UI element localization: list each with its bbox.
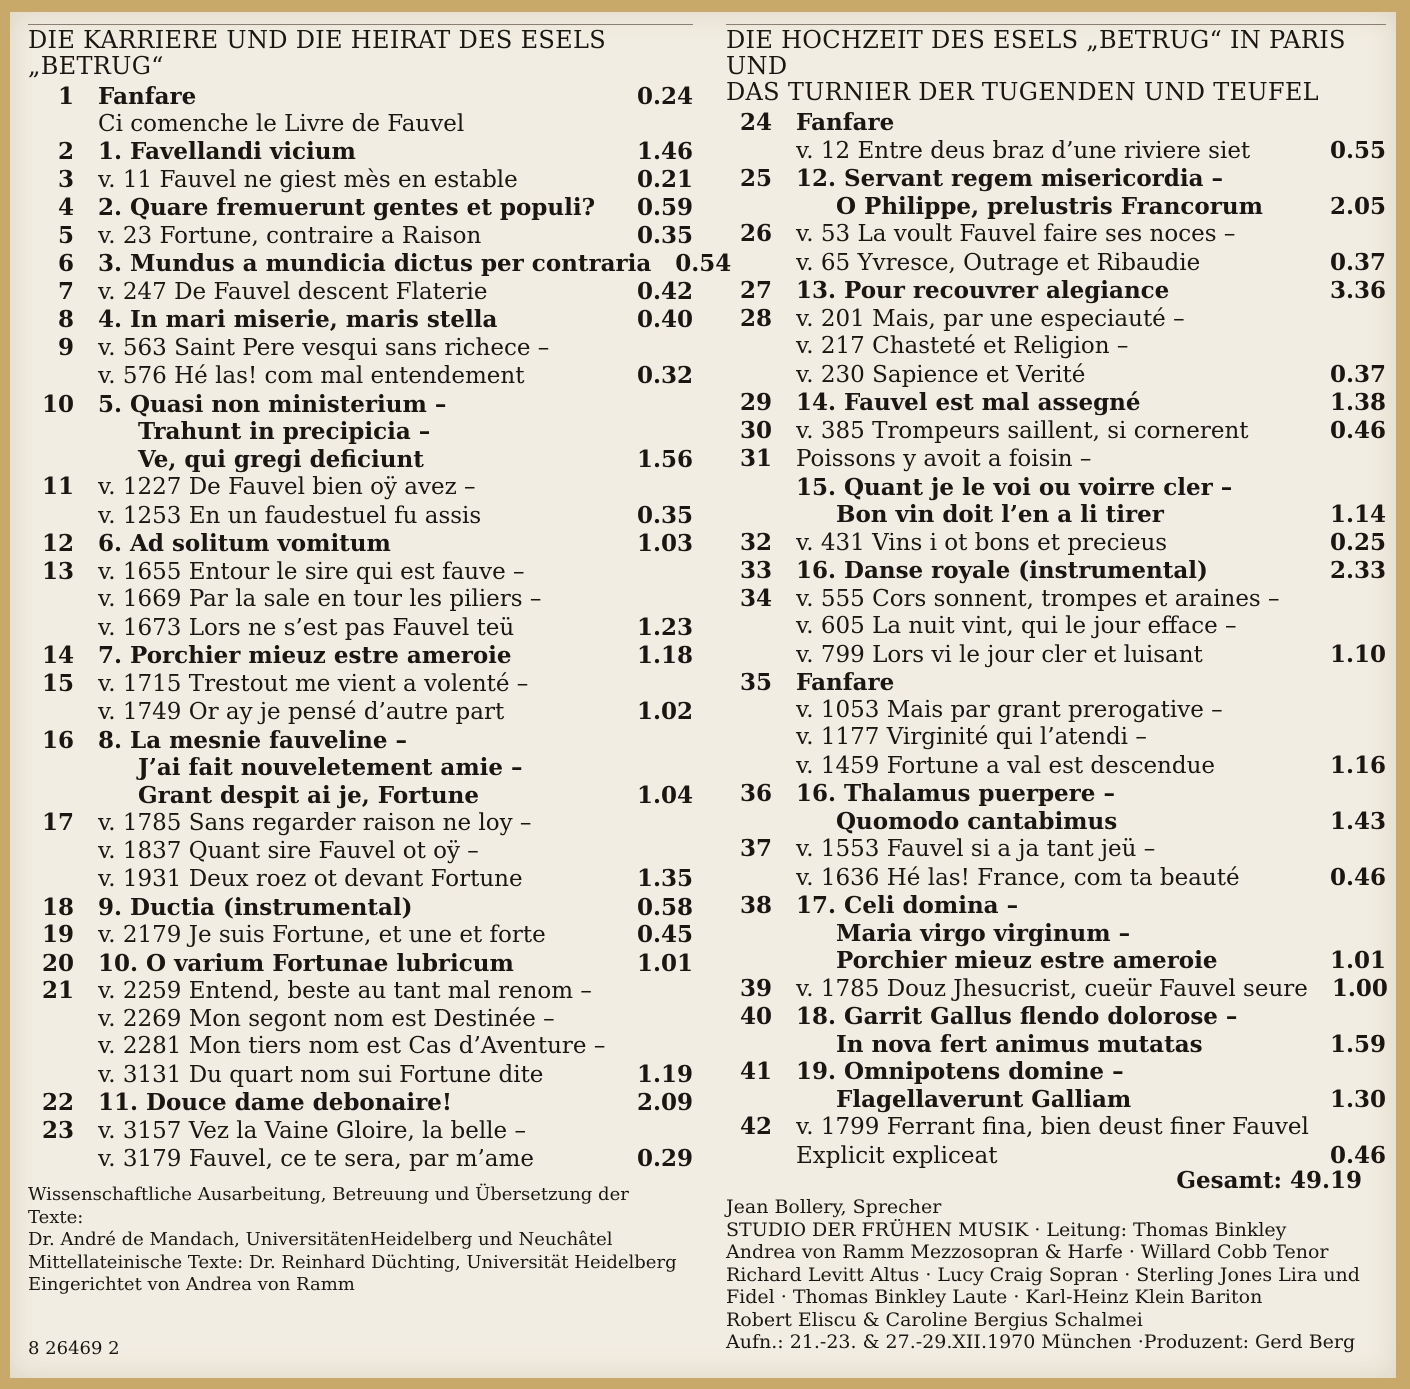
track-number: 27 — [739, 277, 772, 304]
track-title: Quomodo cantabimus — [836, 807, 1118, 835]
track-title: J’ai fait nouveletement amie – — [138, 754, 523, 781]
track-row — [28, 502, 693, 531]
track-number: 10 — [41, 390, 74, 418]
track-title: v. 1655 Entour le sire qui est fauve – — [98, 558, 525, 585]
track-number: 7 — [57, 277, 74, 305]
track-number: 1 — [57, 83, 74, 110]
track-number: 17 — [41, 809, 74, 836]
track-title: Trahunt in precipicia – — [138, 418, 431, 445]
track-number: 9 — [57, 333, 74, 361]
track-title: 3. Mundus a mundicia dictus per contraria — [98, 250, 652, 277]
track-number: 31 — [739, 445, 772, 472]
track-number: 30 — [739, 416, 772, 444]
track-duration: 2.33 — [1329, 557, 1386, 584]
performer-line: Jean Bollery, Sprecher — [726, 1196, 942, 1218]
track-number: 19 — [41, 921, 74, 948]
track-row — [28, 334, 693, 363]
track-title: v. 1673 Lors ne s’est pas Fauvel teü — [98, 614, 515, 641]
right-column — [726, 24, 1386, 1170]
track-row — [726, 1058, 1386, 1086]
track-duration: 0.46 — [1329, 416, 1386, 444]
track-title: v. 201 Mais, par une especiauté – — [796, 305, 1185, 332]
track-title: v. 53 La voult Fauvel faire ses noces – — [796, 221, 1236, 247]
track-duration: 1.10 — [1329, 640, 1386, 668]
track-title: In nova fert animus mutatas — [836, 1030, 1203, 1058]
track-title: v. 247 De Fauvel descent Flaterie — [98, 278, 488, 305]
track-title: v. 11 Fauvel ne giest mès en estable — [98, 166, 518, 193]
track-title: v. 555 Cors sonnent, trompes et araines – — [796, 585, 1280, 612]
track-title: 15. Quant je le voi ou voirre cler – — [796, 473, 1233, 501]
track-row — [28, 1033, 693, 1061]
track-title: v. 1749 Or ay je pensé d’autre part — [98, 699, 505, 725]
track-title: v. 23 Fortune, contraire a Raison — [98, 222, 482, 249]
track-number: 5 — [57, 221, 74, 249]
track-row — [28, 418, 693, 446]
track-row — [726, 417, 1386, 446]
track-duration: 1.04 — [636, 781, 693, 809]
track-title: 9. Ductia (instrumental) — [98, 893, 413, 921]
track-number: 2 — [57, 138, 74, 165]
track-row — [28, 586, 693, 614]
left-heading — [28, 24, 693, 79]
credit-line: Mittellateinische Texte: Dr. Reinhard Düchting, Universität Heidelberg — [28, 1251, 677, 1273]
track-number: 3 — [57, 165, 74, 193]
track-row — [28, 1089, 693, 1117]
track-title: v. 3157 Vez la Vaine Gloire, la belle – — [98, 1117, 526, 1144]
track-title: v. 576 Hé las! com mal entendement — [98, 363, 525, 389]
left-column — [28, 24, 732, 1174]
track-duration: 1.23 — [636, 613, 693, 641]
track-title: 10. O varium Fortunae lubricum — [98, 949, 514, 977]
right-heading-line-1: DIE HOCHZEIT DES ESELS „BETRUG“ IN PARIS UND — [726, 26, 1346, 80]
track-row — [28, 222, 693, 251]
track-duration: 0.55 — [1329, 136, 1386, 164]
track-duration: 2.09 — [636, 1089, 693, 1116]
booklet-page — [10, 12, 1396, 1378]
track-duration: 1.56 — [636, 445, 693, 473]
track-row — [726, 361, 1386, 390]
track-row — [28, 809, 693, 838]
track-row — [28, 950, 693, 978]
track-number: 15 — [41, 669, 74, 697]
track-title: v. 1553 Fauvel si a ja tant jeü – — [796, 836, 1156, 862]
track-title: 16. Thalamus puerpere – — [796, 780, 1115, 807]
track-title: v. 2269 Mon segont nom est Destinée – — [98, 1005, 555, 1032]
track-row — [28, 278, 693, 307]
track-row — [726, 641, 1386, 670]
track-row — [726, 752, 1386, 781]
performer-line: Fidel · Thomas Binkley Laute · Karl-Heinz Klein Bariton — [726, 1286, 1263, 1308]
track-row — [726, 892, 1386, 920]
track-title: 5. Quasi non ministerium – — [98, 390, 447, 418]
track-row — [28, 865, 693, 894]
track-number: 37 — [739, 835, 772, 862]
track-row — [28, 670, 693, 699]
track-row — [726, 975, 1386, 1004]
track-row — [28, 306, 693, 334]
track-title: Bon vin doit l’en a li tirer — [836, 501, 1164, 528]
track-row — [28, 727, 693, 755]
track-number: 23 — [41, 1116, 74, 1144]
track-duration: 0.37 — [1329, 360, 1386, 388]
track-title: v. 1459 Fortune a val est descendue — [796, 752, 1216, 779]
track-duration: 1.18 — [636, 642, 693, 669]
track-title: v. 1177 Virginité qui l’atendi – — [796, 724, 1147, 750]
track-title: v. 1799 Ferrant fina, bien deust finer Fauvel — [796, 1114, 1309, 1140]
track-row — [726, 501, 1386, 529]
track-title: v. 1636 Hé las! France, com ta beauté — [796, 864, 1240, 891]
track-number: 11 — [41, 473, 74, 500]
track-number: 41 — [739, 1058, 772, 1085]
track-row — [28, 473, 693, 502]
performer-line: Andrea von Ramm Mezzosopran & Harfe · Willard Cobb Tenor — [726, 1241, 1329, 1263]
track-title: Fanfare — [98, 83, 197, 110]
track-title: 14. Fauvel est mal assegné — [796, 389, 1141, 416]
track-duration: 3.36 — [1329, 277, 1386, 304]
track-title: 18. Garrit Gallus flendo dolorose – — [796, 1003, 1238, 1030]
track-title: 4. In mari miserie, maris stella — [98, 306, 498, 333]
track-number: 34 — [739, 584, 772, 612]
track-row — [726, 137, 1386, 166]
track-title: Maria virgo virginum – — [836, 919, 1131, 947]
track-number: 26 — [739, 220, 772, 247]
track-title: v. 1715 Trestout me vient a volenté – — [98, 670, 529, 697]
track-number: 14 — [41, 642, 74, 669]
track-row — [28, 1006, 693, 1034]
track-title: v. 1931 Deux roez ot devant Fortune — [98, 866, 523, 892]
track-title: v. 3131 Du quart nom sui Fortune dite — [98, 1061, 544, 1088]
track-row — [726, 1003, 1386, 1031]
track-number: 29 — [739, 389, 772, 416]
credit-line: Dr. André de Mandach, UniversitätenHeidelberg und Neuchâtel — [28, 1229, 613, 1250]
track-row — [726, 808, 1386, 836]
track-row — [28, 838, 693, 866]
track-row — [726, 220, 1386, 249]
track-duration: 0.46 — [1329, 1141, 1386, 1169]
track-duration: 0.46 — [1329, 863, 1386, 891]
track-title: v. 1837 Quant sire Fauvel ot oÿ – — [98, 837, 479, 864]
track-title: v. 1053 Mais par grant prerogative – — [796, 696, 1223, 723]
track-row — [28, 642, 693, 670]
credits-left — [28, 1184, 688, 1297]
track-title: Grant despit ai je, Fortune — [138, 781, 479, 809]
track-row — [28, 1061, 693, 1090]
track-duration: 0.29 — [636, 1145, 693, 1172]
track-duration: 0.24 — [636, 83, 693, 110]
track-title: v. 2281 Mon tiers nom est Cas d’Aventure – — [98, 1033, 606, 1059]
performer-line: STUDIO DER FRÜHEN MUSIK · Leitung: Thomas Binkley — [726, 1218, 1287, 1241]
track-number: 21 — [41, 977, 74, 1004]
track-number: 12 — [41, 530, 74, 557]
track-row — [28, 698, 693, 727]
track-title: v. 2179 Je suis Fortune, et une et forte — [98, 922, 546, 948]
track-title: 2. Quare fremuerunt gentes et populi? — [98, 194, 596, 221]
track-title: O Philippe, prelustris Francorum — [836, 192, 1263, 220]
track-number: 13 — [41, 557, 74, 585]
credits-right — [726, 1196, 1386, 1354]
right-heading — [726, 24, 1386, 105]
track-row — [28, 166, 693, 195]
track-row — [28, 614, 693, 643]
track-duration: 1.35 — [636, 865, 693, 892]
left-heading-line-2: „BETRUG“ — [28, 52, 164, 80]
track-number: 42 — [739, 1113, 772, 1140]
track-row — [28, 558, 693, 587]
track-title: v. 12 Entre deus braz d’une riviere siet — [796, 137, 1251, 164]
track-number: 40 — [739, 1003, 772, 1030]
left-heading-line-1: DIE KARRIERE UND DIE HEIRAT DES ESELS — [28, 26, 606, 54]
track-title: v. 431 Vins i ot bons et precieus — [796, 529, 1168, 556]
track-row — [726, 724, 1386, 752]
track-row — [28, 1145, 693, 1174]
track-number: 35 — [739, 669, 772, 696]
total-duration: Gesamt: 49.19 — [1176, 1167, 1362, 1194]
track-number: 18 — [41, 893, 74, 921]
track-number: 20 — [41, 949, 74, 977]
track-row — [726, 920, 1386, 948]
track-row — [726, 1142, 1386, 1171]
track-title: Explicit expliceat — [796, 1142, 998, 1169]
track-title: v. 605 La nuit vint, qui le jour efface – — [796, 613, 1237, 639]
track-duration: 1.16 — [1329, 751, 1386, 779]
track-row — [726, 780, 1386, 808]
track-title: v. 1253 En un faudestuel fu assis — [98, 502, 482, 529]
track-row — [726, 585, 1386, 614]
track-title: v. 1669 Par la sale en tour les piliers – — [98, 586, 542, 612]
recording-info: Aufn.: 21.-23. & 27.-29.XII.1970 München ·Produzent: Gerd Berg — [726, 1331, 1356, 1353]
track-number: 16 — [41, 726, 74, 754]
track-row — [726, 249, 1386, 278]
track-row — [726, 835, 1386, 864]
track-row — [726, 1086, 1386, 1114]
track-number: 25 — [739, 165, 772, 192]
left-track-list — [28, 83, 732, 1174]
track-row — [726, 109, 1386, 137]
track-duration: 1.01 — [1329, 947, 1386, 974]
track-title: 16. Danse royale (instrumental) — [796, 557, 1208, 584]
track-number: 36 — [739, 780, 772, 807]
track-title: v. 3179 Fauvel, ce te sera, par m’ame — [98, 1146, 534, 1172]
track-duration: 1.59 — [1329, 1030, 1386, 1058]
track-title: Flagellaverunt Galliam — [836, 1085, 1132, 1113]
track-row — [726, 277, 1386, 305]
track-number: 33 — [739, 557, 772, 584]
credit-line: Eingerichtet von Andrea von Ramm — [28, 1274, 355, 1295]
track-title: v. 1785 Douz Jhesucrist, cueür Fauvel seure — [796, 975, 1308, 1002]
track-duration: 1.03 — [636, 530, 693, 557]
track-duration: 0.25 — [1329, 528, 1386, 556]
track-title: Porchier mieuz estre ameroie — [836, 947, 1218, 974]
track-duration: 1.46 — [636, 138, 693, 165]
track-row — [28, 111, 693, 139]
track-number: 39 — [739, 974, 772, 1002]
track-number: 28 — [739, 304, 772, 332]
track-duration: 0.40 — [636, 306, 693, 333]
track-row — [726, 669, 1386, 697]
track-duration: 1.14 — [1329, 501, 1386, 528]
track-number: 4 — [57, 194, 74, 221]
track-number: 24 — [739, 109, 772, 136]
catalog-number: 8 26469 2 — [28, 1338, 120, 1359]
track-row — [726, 445, 1386, 474]
track-number: 6 — [57, 250, 74, 277]
track-row — [726, 557, 1386, 585]
credit-line: Wissenschaftliche Ausarbeitung, Betreuung und Übersetzung der Texte: — [28, 1184, 629, 1228]
track-title: 17. Celi domina – — [796, 892, 1019, 919]
track-duration: 2.05 — [1329, 192, 1386, 220]
track-title: 13. Pour recouvrer alegiance — [796, 277, 1170, 304]
track-row — [726, 864, 1386, 893]
track-row — [28, 362, 693, 391]
track-duration: 0.35 — [636, 221, 693, 249]
track-title: 1. Favellandi vicium — [98, 138, 356, 165]
track-row — [28, 194, 693, 222]
track-row — [726, 474, 1386, 502]
track-duration: 0.59 — [636, 194, 693, 221]
track-duration: 0.37 — [1329, 248, 1386, 276]
track-row — [726, 613, 1386, 641]
right-track-list — [726, 109, 1386, 1170]
track-title: Fanfare — [796, 669, 895, 696]
track-title: 6. Ad solitum vomitum — [98, 530, 391, 557]
track-title: 19. Omnipotens domine – — [796, 1058, 1124, 1085]
track-row — [28, 250, 732, 278]
track-duration: 1.30 — [1329, 1085, 1386, 1113]
track-row — [726, 193, 1386, 221]
track-duration: 1.01 — [636, 949, 693, 977]
track-number: 32 — [739, 528, 772, 556]
track-title: v. 385 Trompeurs saillent, si cornerent — [796, 417, 1249, 444]
track-row — [726, 389, 1386, 417]
track-row — [726, 697, 1386, 725]
track-row — [28, 977, 693, 1006]
track-title: 12. Servant regem misericordia – — [796, 165, 1224, 192]
track-duration: 0.58 — [636, 893, 693, 921]
track-duration: 0.45 — [636, 921, 693, 948]
track-title: Ci comenche le Livre de Fauvel — [98, 110, 465, 137]
track-row — [28, 83, 693, 111]
track-row — [726, 1031, 1386, 1059]
track-title: v. 65 Yvresce, Outrage et Ribaudie — [796, 249, 1201, 276]
track-duration: 1.19 — [636, 1060, 693, 1088]
track-row — [28, 138, 693, 166]
track-title: v. 1227 De Fauvel bien oÿ avez – — [98, 474, 476, 500]
track-title: 8. La mesnie fauveline – — [98, 726, 407, 754]
track-row — [726, 947, 1386, 975]
right-heading-line-2: DAS TURNIER DER TUGENDEN UND TEUFEL — [726, 78, 1319, 106]
track-row — [28, 1117, 693, 1146]
performer-line: Robert Eliscu & Caroline Bergius Schalmei — [726, 1308, 1143, 1331]
track-row — [726, 1113, 1386, 1142]
track-row — [28, 782, 693, 810]
track-title: Fanfare — [796, 109, 895, 136]
track-duration: 1.43 — [1329, 807, 1386, 835]
track-number: 22 — [41, 1089, 74, 1116]
track-duration: 0.21 — [636, 165, 693, 193]
track-title: v. 799 Lors vi le jour cler et luisant — [796, 641, 1203, 668]
track-row — [28, 530, 693, 558]
track-row — [726, 529, 1386, 558]
track-title: Ve, qui gregi deficiunt — [138, 445, 424, 473]
performer-line: Richard Levitt Altus · Lucy Craig Sopran · Sterling Jones Lira und — [726, 1263, 1360, 1286]
track-duration: 0.32 — [636, 362, 693, 389]
track-duration: 1.02 — [636, 698, 693, 725]
track-row — [28, 446, 693, 474]
track-title: v. 217 Chasteté et Religion – — [796, 333, 1129, 359]
track-number: 38 — [739, 892, 772, 919]
track-row — [726, 333, 1386, 361]
track-duration: 0.35 — [636, 501, 693, 529]
track-title: v. 1785 Sans regarder raison ne loy – — [98, 810, 532, 836]
track-row — [726, 165, 1386, 193]
track-title: v. 563 Saint Pere vesqui sans richece – — [98, 334, 550, 361]
track-title: 11. Douce dame debonaire! — [98, 1089, 452, 1116]
track-duration: 0.54 — [675, 250, 732, 277]
track-row — [726, 305, 1386, 334]
track-title: v. 230 Sapience et Verité — [796, 361, 1086, 388]
track-row — [28, 894, 693, 922]
track-title: v. 2259 Entend, beste au tant mal renom – — [98, 978, 592, 1004]
track-title: 7. Porchier mieuz estre ameroie — [98, 642, 512, 669]
track-duration: 1.00 — [1331, 974, 1388, 1002]
track-row — [28, 391, 693, 419]
track-title: Poissons y avoit a foisin – — [796, 446, 1092, 472]
track-row — [28, 754, 693, 782]
track-duration: 0.42 — [636, 277, 693, 305]
track-row — [28, 921, 693, 950]
track-duration: 1.38 — [1329, 389, 1386, 416]
track-number: 8 — [57, 306, 74, 333]
